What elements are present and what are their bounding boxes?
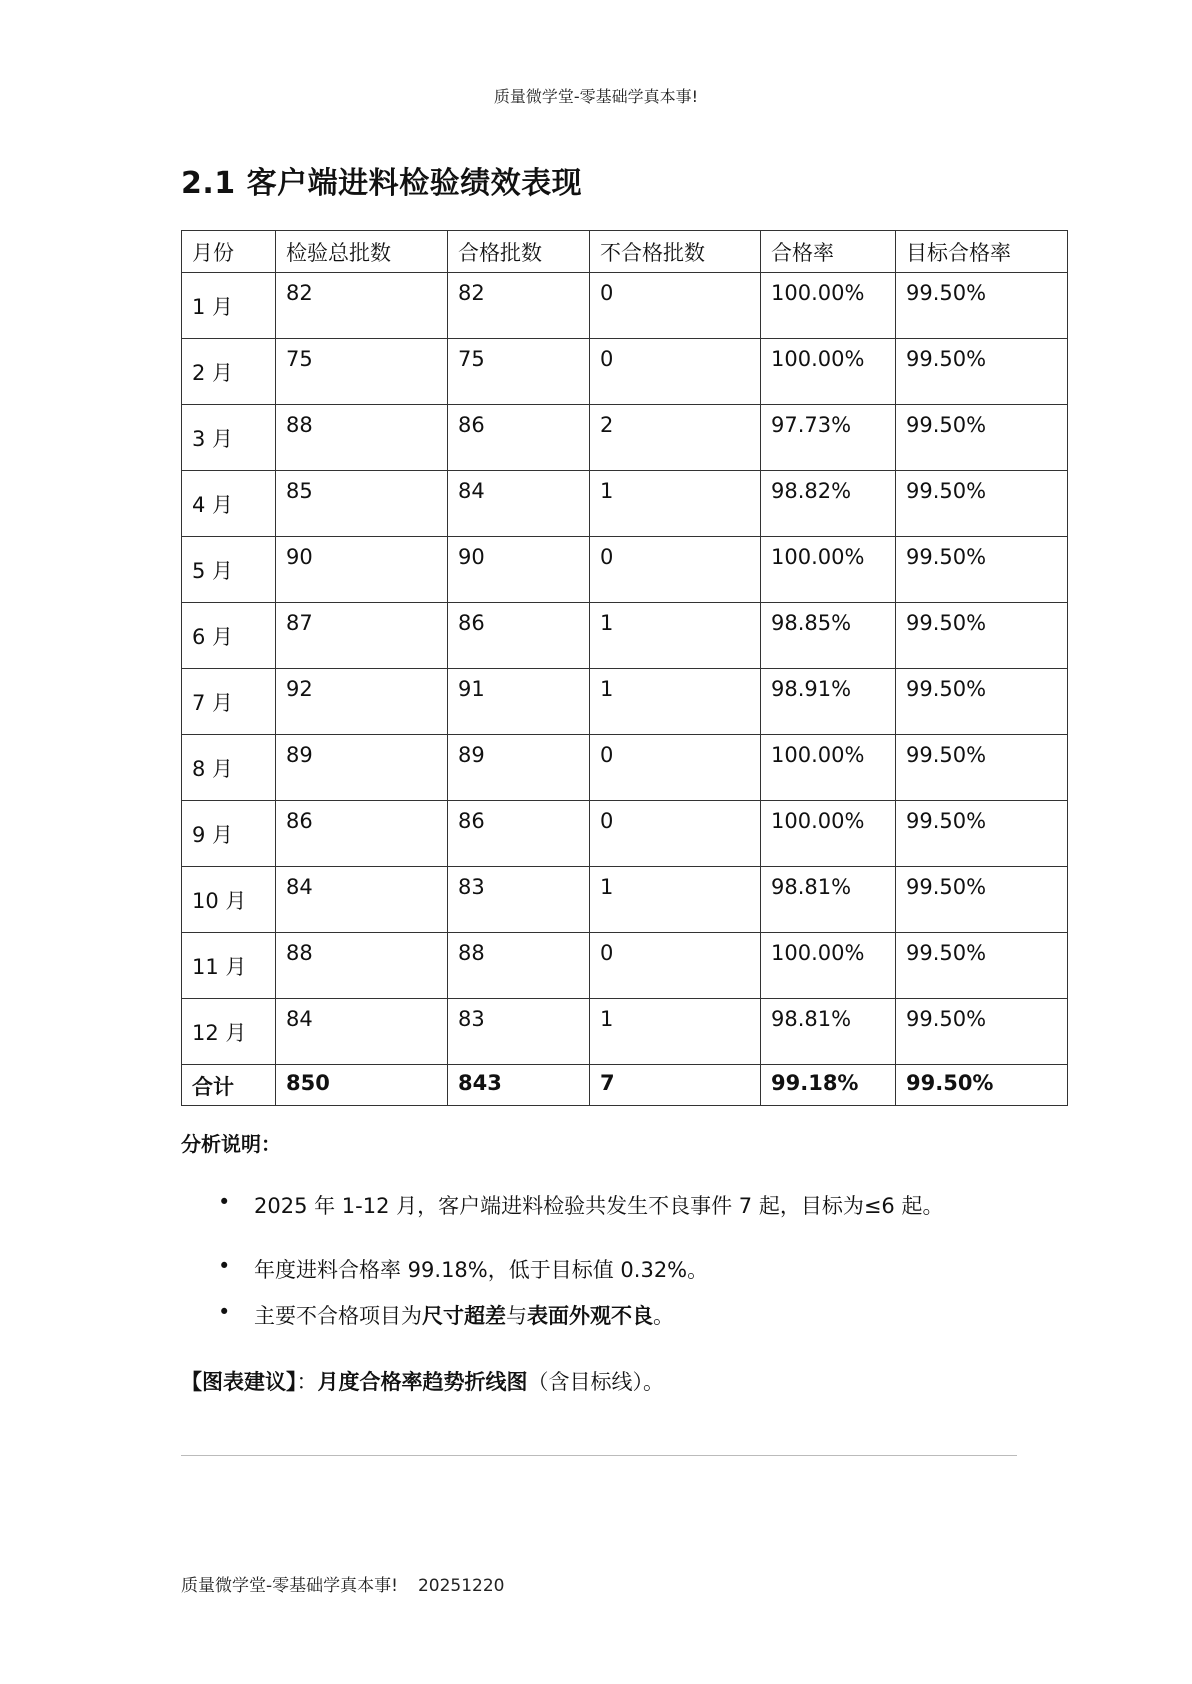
cell-pass-rate: 98.82% [761, 471, 896, 537]
cell-target-rate: 99.50% [896, 273, 1068, 339]
cell-passed-batches: 89 [448, 735, 590, 801]
total-label: 合计 [182, 1065, 276, 1106]
cell-failed-batches: 0 [590, 339, 761, 405]
table-row [182, 339, 1068, 405]
chart-suggestion [181, 1366, 664, 1396]
cell-total-batches: 89 [276, 735, 448, 801]
defect-item-surface: 表面外观不良 [527, 1304, 653, 1328]
list-item [218, 1300, 1078, 1346]
cell-passed-batches: 84 [448, 471, 590, 537]
total-target-rate: 99.50% [896, 1065, 1068, 1106]
cell-month: 11 月 [182, 933, 276, 999]
suggestion-colon: ： [296, 1370, 318, 1394]
cell-total-batches: 75 [276, 339, 448, 405]
cell-pass-rate: 97.73% [761, 405, 896, 471]
suggestion-end: 。 [643, 1370, 664, 1394]
cell-failed-batches: 1 [590, 669, 761, 735]
cell-failed-batches: 0 [590, 801, 761, 867]
cell-passed-batches: 83 [448, 999, 590, 1065]
cell-target-rate: 99.50% [896, 933, 1068, 999]
page-footer [181, 1571, 504, 1596]
table-row [182, 867, 1068, 933]
cell-month: 8 月 [182, 735, 276, 801]
cell-month: 3 月 [182, 405, 276, 471]
footer-divider [181, 1455, 1017, 1456]
cell-failed-batches: 1 [590, 603, 761, 669]
table-row [182, 471, 1068, 537]
cell-target-rate: 99.50% [896, 999, 1068, 1065]
cell-failed-batches: 1 [590, 999, 761, 1065]
cell-total-batches: 88 [276, 933, 448, 999]
footer-label: 质量微学堂-零基础学真本事! [181, 1576, 398, 1596]
suggestion-label: 【图表建议】 [181, 1370, 297, 1394]
total-pass-rate: 99.18% [761, 1065, 896, 1106]
total-failed-batches: 7 [590, 1065, 761, 1106]
inspection-performance-table [181, 230, 1068, 1106]
cell-total-batches: 85 [276, 471, 448, 537]
cell-pass-rate: 98.81% [761, 867, 896, 933]
header-target-rate: 目标合格率 [896, 231, 1068, 273]
bullet-text: 年度进料合格率 99.18%，低于目标值 0.32%。 [254, 1258, 709, 1282]
table-row [182, 999, 1068, 1065]
cell-passed-batches: 86 [448, 405, 590, 471]
cell-failed-batches: 0 [590, 735, 761, 801]
list-item [218, 1254, 1078, 1300]
cell-month: 6 月 [182, 603, 276, 669]
cell-pass-rate: 100.00% [761, 801, 896, 867]
table-row [182, 735, 1068, 801]
table-header-row [182, 231, 1068, 273]
cell-target-rate: 99.50% [896, 471, 1068, 537]
total-batches: 850 [276, 1065, 448, 1106]
cell-passed-batches: 90 [448, 537, 590, 603]
table-row [182, 933, 1068, 999]
table-row [182, 405, 1068, 471]
cell-target-rate: 99.50% [896, 801, 1068, 867]
bullet-text-prefix: 主要不合格项目为 [254, 1304, 422, 1328]
cell-target-rate: 99.50% [896, 669, 1068, 735]
cell-pass-rate: 98.85% [761, 603, 896, 669]
cell-total-batches: 88 [276, 405, 448, 471]
table-row [182, 669, 1068, 735]
cell-failed-batches: 2 [590, 405, 761, 471]
cell-total-batches: 87 [276, 603, 448, 669]
cell-passed-batches: 86 [448, 603, 590, 669]
list-item [218, 1190, 1078, 1254]
bullet-dot-icon: • [218, 1254, 231, 1278]
defect-item-dimension: 尺寸超差 [422, 1304, 506, 1328]
cell-pass-rate: 98.81% [761, 999, 896, 1065]
header-failed-batches: 不合格批数 [590, 231, 761, 273]
header-total-batches: 检验总批数 [276, 231, 448, 273]
cell-target-rate: 99.50% [896, 867, 1068, 933]
cell-passed-batches: 91 [448, 669, 590, 735]
cell-pass-rate: 100.00% [761, 339, 896, 405]
cell-passed-batches: 86 [448, 801, 590, 867]
cell-month: 4 月 [182, 471, 276, 537]
table-row [182, 801, 1068, 867]
table-row [182, 273, 1068, 339]
header-month: 月份 [182, 231, 276, 273]
cell-failed-batches: 1 [590, 867, 761, 933]
cell-month: 2 月 [182, 339, 276, 405]
section-title: 2.1 客户端进料检验绩效表现 [181, 166, 583, 201]
cell-failed-batches: 0 [590, 273, 761, 339]
cell-total-batches: 84 [276, 999, 448, 1065]
page-header: 质量微学堂-零基础学真本事! [493, 87, 699, 106]
cell-passed-batches: 82 [448, 273, 590, 339]
total-passed-batches: 843 [448, 1065, 590, 1106]
cell-pass-rate: 100.00% [761, 735, 896, 801]
cell-month: 1 月 [182, 273, 276, 339]
table-total-row [182, 1065, 1068, 1106]
cell-passed-batches: 88 [448, 933, 590, 999]
cell-month: 9 月 [182, 801, 276, 867]
analysis-list [218, 1190, 1078, 1346]
cell-pass-rate: 100.00% [761, 933, 896, 999]
cell-total-batches: 82 [276, 273, 448, 339]
bullet-dot-icon: • [218, 1300, 231, 1324]
cell-total-batches: 92 [276, 669, 448, 735]
cell-target-rate: 99.50% [896, 339, 1068, 405]
cell-passed-batches: 83 [448, 867, 590, 933]
table-row [182, 603, 1068, 669]
cell-pass-rate: 98.91% [761, 669, 896, 735]
bullet-text-suffix: 。 [653, 1304, 674, 1328]
bullet-text: 2025 年 1-12 月，客户端进料检验共发生不良事件 7 起，目标为≤6 起。 [254, 1194, 944, 1218]
cell-target-rate: 99.50% [896, 735, 1068, 801]
cell-failed-batches: 1 [590, 471, 761, 537]
footer-date: 20251220 [417, 1576, 505, 1596]
cell-total-batches: 86 [276, 801, 448, 867]
cell-passed-batches: 75 [448, 339, 590, 405]
analysis-heading: 分析说明： [181, 1132, 281, 1156]
header-passed-batches: 合格批数 [448, 231, 590, 273]
header-pass-rate: 合格率 [761, 231, 896, 273]
cell-total-batches: 84 [276, 867, 448, 933]
cell-total-batches: 90 [276, 537, 448, 603]
bullet-dot-icon: • [218, 1190, 231, 1214]
cell-month: 10 月 [182, 867, 276, 933]
cell-target-rate: 99.50% [896, 603, 1068, 669]
cell-month: 5 月 [182, 537, 276, 603]
suggestion-note: （含目标线） [527, 1370, 643, 1394]
table-row [182, 537, 1068, 603]
bullet-text-conjunction: 与 [506, 1304, 527, 1328]
cell-pass-rate: 100.00% [761, 273, 896, 339]
cell-failed-batches: 0 [590, 537, 761, 603]
cell-pass-rate: 100.00% [761, 537, 896, 603]
suggestion-chart-type: 月度合格率趋势折线图 [317, 1370, 528, 1394]
cell-month: 7 月 [182, 669, 276, 735]
cell-failed-batches: 0 [590, 933, 761, 999]
cell-target-rate: 99.50% [896, 405, 1068, 471]
cell-target-rate: 99.50% [896, 537, 1068, 603]
cell-month: 12 月 [182, 999, 276, 1065]
